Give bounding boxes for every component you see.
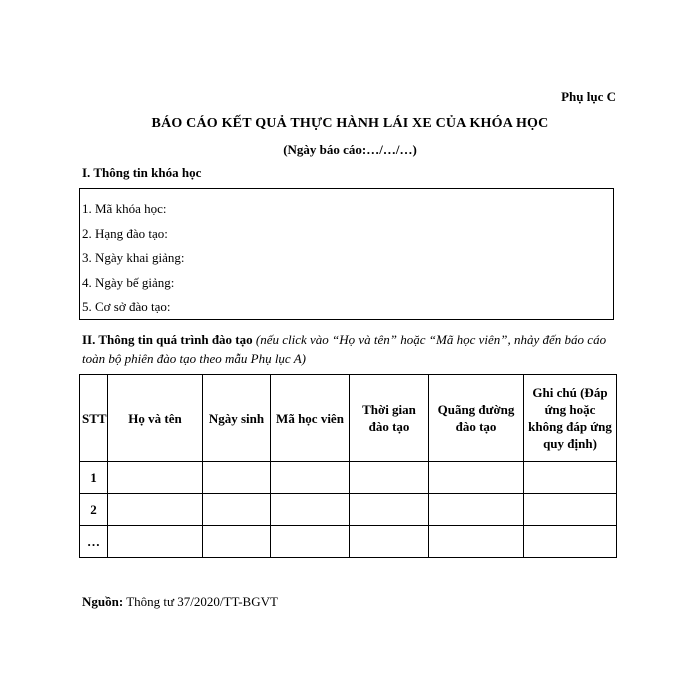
table-cell xyxy=(271,494,350,526)
column-header-name: Họ và tên xyxy=(108,375,203,462)
table-header-row xyxy=(80,375,617,462)
table-cell xyxy=(203,494,271,526)
column-header-notes: Ghi chú (Đáp ứng hoặc không đáp ứng quy định) xyxy=(524,375,617,462)
table-cell xyxy=(350,462,429,494)
course-info-box xyxy=(79,188,614,320)
course-code-field: 1. Mã khóa học: xyxy=(82,201,167,216)
section1-heading: I. Thông tin khóa học xyxy=(82,165,202,180)
table-cell xyxy=(271,526,350,558)
end-date-field: 4. Ngày bế giảng: xyxy=(82,274,175,290)
column-header-student-id: Mã học viên xyxy=(271,375,350,462)
table-cell-stt: … xyxy=(80,526,108,558)
training-class-field: 2. Hạng đào tạo: xyxy=(82,225,168,241)
table-row xyxy=(80,462,617,494)
column-header-training-time: Thời gian đào tạo xyxy=(350,375,429,462)
table-cell xyxy=(350,494,429,526)
column-header-birthdate: Ngày sinh xyxy=(203,375,271,462)
table-cell xyxy=(524,526,617,558)
section2-note: (nếu click vào “Họ và tên” hoặc “Mã học viên”, nhảy đến báo cáo toàn bộ phiên đào tạo theo mẫu Phụ lục A) xyxy=(82,332,607,366)
column-header-training-distance: Quãng đường đào tạo xyxy=(429,375,524,462)
table-row xyxy=(80,494,617,526)
table-cell xyxy=(429,462,524,494)
table-cell xyxy=(108,462,203,494)
table-cell xyxy=(429,494,524,526)
table-cell xyxy=(203,462,271,494)
table-cell xyxy=(108,494,203,526)
table-cell-stt: 2 xyxy=(80,494,108,526)
table-cell xyxy=(524,462,617,494)
section2-heading-block xyxy=(82,330,622,368)
table-row xyxy=(80,526,617,558)
start-date-field: 3. Ngày khai giảng: xyxy=(82,250,185,265)
training-table xyxy=(79,374,617,558)
table-cell xyxy=(203,526,271,558)
table-cell xyxy=(271,462,350,494)
table-cell xyxy=(108,526,203,558)
training-center-field: 5. Cơ sở đào tạo: xyxy=(82,299,171,314)
table-cell xyxy=(524,494,617,526)
table-cell xyxy=(350,526,429,558)
source-label: Nguồn: xyxy=(82,594,124,609)
appendix-label: Phụ lục C xyxy=(561,89,616,104)
column-header-stt: STT xyxy=(80,375,108,462)
table-cell xyxy=(429,526,524,558)
source-note xyxy=(82,594,278,610)
report-title: BÁO CÁO KẾT QUẢ THỰC HÀNH LÁI XE CỦA KHÓA HỌC xyxy=(151,116,549,131)
section2-heading: II. Thông tin quá trình đào tạo xyxy=(82,332,253,347)
table-cell-stt: 1 xyxy=(80,462,108,494)
report-date: (Ngày báo cáo:…/…/…) xyxy=(283,142,417,157)
source-value: Thông tư 37/2020/TT-BGVT xyxy=(126,594,278,609)
